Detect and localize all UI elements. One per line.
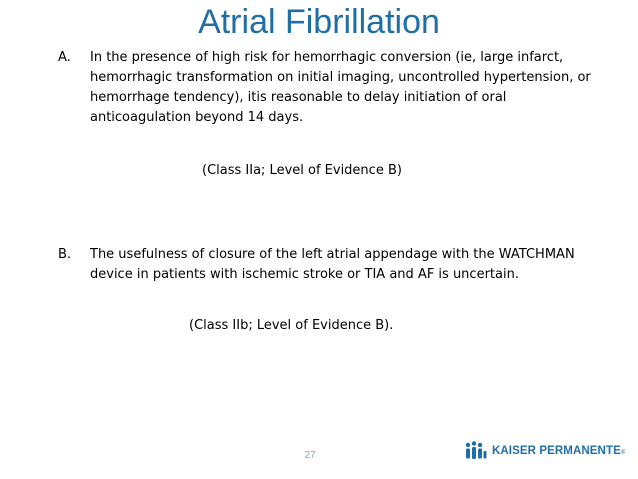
item-text-b: The usefulness of closure of the left atrial appendage with the WATCHMAN device in patients with ischemic stroke or TIA and AF is uncertain. [90, 247, 575, 282]
item-letter-b: B. [58, 247, 72, 262]
recommendation-b [58, 245, 598, 285]
kaiser-permanente-logo-icon [464, 441, 488, 461]
item-letter-a: A. [58, 50, 71, 65]
slide-title: Atrial Fibrillation [198, 3, 440, 41]
page-number: 27 [304, 450, 316, 461]
kaiser-permanente-logo [464, 441, 625, 461]
logo-wordmark: KAISER PERMANENTE® [492, 445, 626, 457]
class-level-b: (Class IIb; Level of Evidence B). [189, 318, 394, 333]
recommendation-a [58, 48, 598, 128]
item-text-a: In the presence of high risk for hemorrhagic conversion (ie, large infarct, hemorrhagic transformation on initial imaging, uncontrolled hypertension, or hemorrhage tendency), itis reasonable to delay initiation of oral anticoagulation beyond 14 days. [90, 50, 591, 125]
class-level-a: (Class IIa; Level of Evidence B) [202, 163, 402, 178]
